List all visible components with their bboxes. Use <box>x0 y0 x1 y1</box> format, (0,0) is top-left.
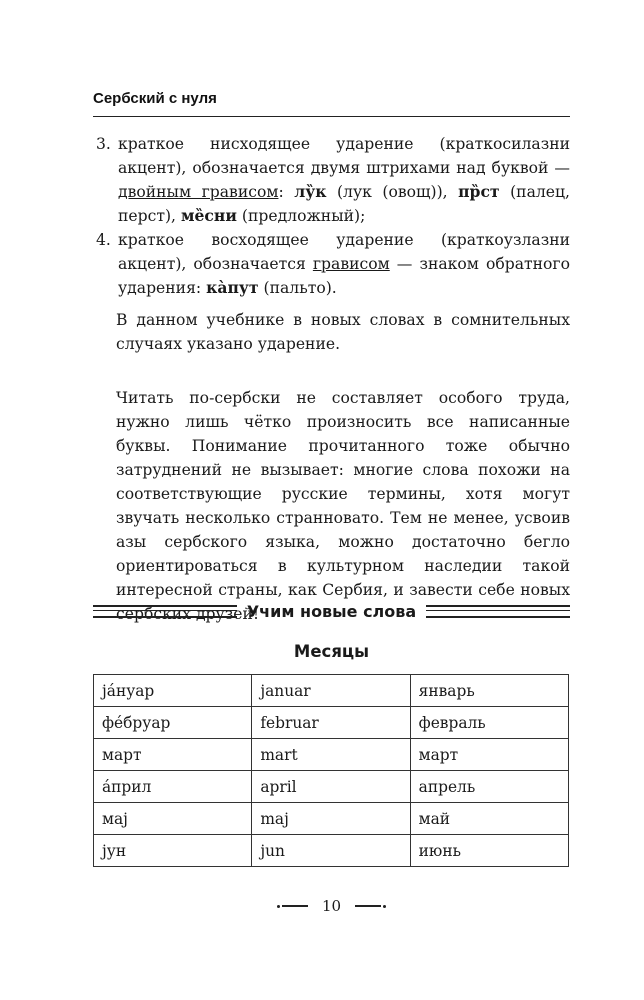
example-word: ме̏сни <box>180 206 237 225</box>
table-cell: januar <box>252 675 410 707</box>
table-cell: январь <box>410 675 568 707</box>
body-text <box>96 132 570 642</box>
table-row <box>94 675 569 707</box>
table-cell: мај <box>94 803 252 835</box>
accent-list <box>96 132 570 300</box>
table-cell: фе́бруар <box>94 707 252 739</box>
list-text: — знаком обратного ударения: <box>118 255 570 297</box>
reading-paragraph: Читать по-сербски не составляет особого труда, нужно лишь чётко произносить все написанные буквы. Понимание прочитанного тоже обычно затруднений не вызывает: многие слова похожи на соответствующие русские термины, хотя могут звучать несколько странновато. Тем не менее, усвоив азы сербского языка, можно достаточно бегло ориентироваться в культурном наследии такой интересной страны, как Сербия, и завести себе новых сербских друзей! <box>116 389 570 623</box>
table-cell: februar <box>252 707 410 739</box>
table-cell: апрель <box>410 771 568 803</box>
table-cell: mart <box>252 739 410 771</box>
section-banner <box>93 598 570 624</box>
page-number: 10 <box>321 897 342 915</box>
table-row <box>94 835 569 867</box>
footer-dash <box>282 905 308 907</box>
table-cell: март <box>410 739 568 771</box>
table-cell: jun <box>252 835 410 867</box>
list-text: краткое нисходящее ударение (краткосилазни акцент), обозначается двумя штрихами над буквой — <box>118 135 570 177</box>
table-cell: maj <box>252 803 410 835</box>
footer-dot <box>383 905 386 908</box>
page-footer <box>93 897 570 915</box>
table-row <box>94 707 569 739</box>
table-cell: јун <box>94 835 252 867</box>
translation-text: (палец, перст), <box>118 183 570 225</box>
banner-rule-right <box>426 605 570 618</box>
list-item <box>96 132 570 228</box>
table-cell: ја́нуар <box>94 675 252 707</box>
translation-text: (пальто). <box>258 279 337 297</box>
list-text: краткое восходящее ударение (краткоузлазни акцент), обозначается <box>118 231 570 273</box>
table-cell: июнь <box>410 835 568 867</box>
banner-rule-left <box>93 605 237 618</box>
footer-dash <box>355 905 381 907</box>
table-cell: april <box>252 771 410 803</box>
table-cell: март <box>94 739 252 771</box>
running-head-title: Сербский с нуля <box>93 90 217 107</box>
example-word: лу̏к <box>294 182 327 201</box>
table-title: Месяцы <box>293 642 370 661</box>
example-word: ка̀пут <box>206 278 259 297</box>
table-cell: а́прил <box>94 771 252 803</box>
list-number: 4. <box>96 231 111 249</box>
translation-text: (лук (овощ)), <box>326 183 459 201</box>
list-text: : <box>278 183 295 201</box>
list-item <box>96 228 570 300</box>
term-underlined: двойным грависом <box>118 183 279 201</box>
translation-text: (предложный); <box>236 207 366 225</box>
table-row <box>94 739 569 771</box>
term-underlined: грависом <box>312 255 390 273</box>
table-row <box>94 803 569 835</box>
footer-dot <box>277 905 280 908</box>
table-row <box>94 771 569 803</box>
table-cell: февраль <box>410 707 568 739</box>
section-title: Учим новые слова <box>246 601 417 621</box>
header-rule <box>93 116 570 117</box>
example-word: пр̏ст <box>458 182 500 201</box>
months-table <box>93 674 569 867</box>
table-cell: май <box>410 803 568 835</box>
list-number: 3. <box>96 135 111 153</box>
note-paragraph: В данном учебнике в новых словах в сомнительных случаях указано ударение. <box>116 311 570 353</box>
